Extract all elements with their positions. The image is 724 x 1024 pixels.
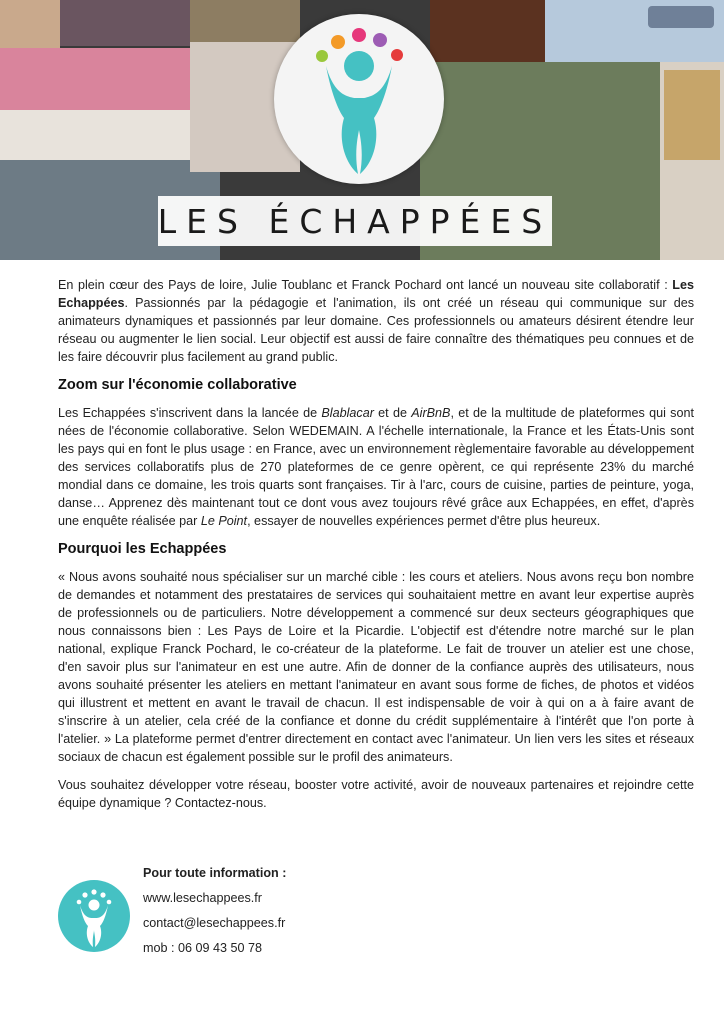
emphasis-italic: AirBnB xyxy=(411,406,451,420)
photo-dumbbells xyxy=(60,0,190,46)
emphasis-italic: Le Point xyxy=(200,514,248,528)
contact-phone: mob : 06 09 43 50 78 xyxy=(143,941,263,955)
photo-crafts xyxy=(0,48,190,110)
emphasis-bold: Les Echappées xyxy=(58,278,694,310)
section-heading-collaborative-economy: Zoom sur l'économie collaborative xyxy=(58,377,297,393)
photo-cupcakes xyxy=(0,0,60,48)
contact-logo xyxy=(58,880,130,952)
contact-title: Pour toute information : xyxy=(143,866,287,880)
photo-tarot-cards xyxy=(664,70,720,160)
photo-white-cups xyxy=(0,110,190,160)
brand-title: LES ÉCHAPPÉES xyxy=(157,201,553,241)
contact-block xyxy=(143,861,286,961)
section-heading-why: Pourquoi les Echappées xyxy=(58,541,227,557)
photo-biplane xyxy=(648,6,714,28)
brand-title-band xyxy=(158,196,552,246)
logo-figure-small-icon xyxy=(58,880,130,952)
contact-email-link[interactable]: contact@lesechappees.fr xyxy=(143,916,286,930)
photo-fire-show xyxy=(430,0,545,62)
closing-paragraph: Vous souhaitez développer votre réseau, booster votre activité, avoir de nouveaux partenaires et rejoindre cette équipe dynamique ? Contactez-nous. xyxy=(58,778,694,810)
emphasis-italic: Blablacar xyxy=(321,406,374,420)
logo-figure-icon xyxy=(274,14,444,184)
collaborative-economy-paragraph: Les Echappées s'inscrivent dans la lancée de Blablacar et de AirBnB, et de la multitude de plateformes qui sont nées de l'économie collaborative. Selon WEDEMAIN. A l'échelle internationale, la France et les États-Unis sont les pays qui en font le plus usage : en France, avec un environnement règlementaire favorable au développement des services collaboratifs plus de 270 plateformes de ce genre opèrent, ce qui représente 23% du marché mondial dans ce domaine, les trois quarts sont françaises. Tir à l'arc, cours de cuisine, parties de peinture, yoga, danse… Apprenez dès maintenant tout ce dont vous avez toujours rêvé grâce aux Echappées, en effet, d'après une enquête réalisée par Le Point, essayer de nouvelles expériences permet d'être plus heureux. xyxy=(58,406,694,528)
article-body xyxy=(58,276,694,822)
header-banner xyxy=(0,0,724,260)
intro-paragraph: En plein cœur des Pays de loire, Julie Toublanc et Franck Pochard ont lancé un nouveau site collaboratif : Les Echappées. Passionnés par la pédagogie et l'animation, ils ont créé un réseau qui communique sur des animateurs dynamiques et passionnés par leur domaine. Ces professionnels ou amateurs désirent étendre leur réseau ou augmenter le lien social. Leur objectif est aussi de faire connaître des thématiques peu connues et de les faire découvrir plus facilement au grand public. xyxy=(58,278,694,364)
quote-paragraph: « Nous avons souhaité nous spécialiser sur un marché cible : les cours et ateliers. Nous avons reçu bon nombre de demandes et notamment des prestataires de services qui souhaitaient mettre en avant leur expertise auprès de professionnels ou de particuliers. Notre développement a commencé sur deux secteurs géographiques que nous connaissons bien : Les Pays de Loire et la Picardie. L'objectif est d'étendre notre marché sur le plan national, explique Franck Pochard, le co-créateur de la plateforme. Le fait de trouver un atelier est une chose, d'en savoir plus sur l'animateur en est une autre. Afin de donner de la confiance auprès des utilisateurs, nous avons souhaité présenter les ateliers en mettant l'animateur en avant sous forme de fiches, de photos et vidéos qui illustrent et mettent en avant le travail de chacun. Il est indispensable de voir à qui on a à faire avant de s'inscrire à un atelier, cela créé de la confiance et donne du crédit supplémentaire à l'intérêt que l'on porte à l'atelier. » La plateforme permet d'entrer directement en contact avec l'animateur. Un lien vers les sites et réseaux sociaux de chacun est également possible sur le profil des animateurs. xyxy=(58,570,694,764)
logo xyxy=(274,14,444,184)
contact-website-link[interactable]: www.lesechappees.fr xyxy=(143,891,263,905)
